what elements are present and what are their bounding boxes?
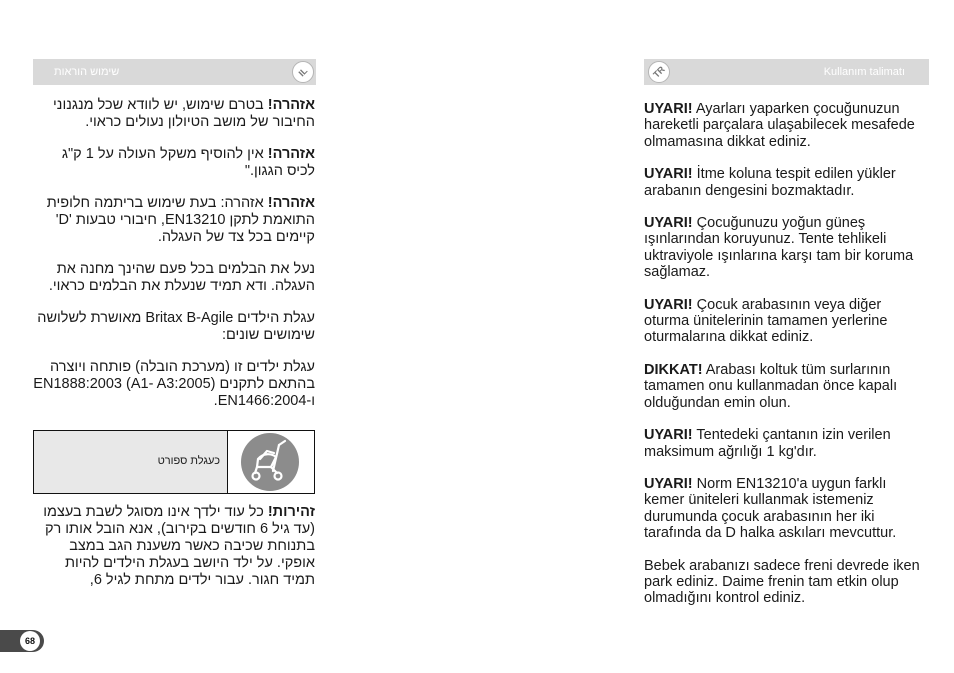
right-paragraph-3 bbox=[644, 215, 929, 281]
paragraph-text: כל עוד ילדך אינו מסוגל לשבת בעצמו (עד גיל 6 חודשים בקירוב), אנא הובל אותו רק בתנוחת שכיבה כאשר משענת הגב במצב אופקי. על ילד היושב בעגלת הילדים להיות תמיד חגור. עבור ילדים מתחת לגיל 6, bbox=[43, 504, 315, 588]
paragraph-text: נעל את הבלמים בכל פעם שהינך מחנה את העגלה. ודא תמיד שנעלת את הבלמים כראוי. bbox=[48, 261, 315, 294]
stroller-icon bbox=[241, 433, 299, 491]
paragraph-text: Ayarları yaparken çocuğunuzun hareketli parçalara ulaşabilecek mesafede olmamasına dikkat ediniz. bbox=[644, 101, 915, 150]
right-paragraph-6 bbox=[644, 427, 929, 460]
warning-label: UYARI! bbox=[644, 101, 693, 117]
right-paragraph-5 bbox=[644, 362, 929, 411]
left-paragraph-6 bbox=[33, 359, 315, 410]
warning-label: UYARI! bbox=[644, 166, 693, 183]
warning-label: אזהרה! bbox=[267, 195, 315, 211]
right-paragraph-1 bbox=[644, 101, 929, 150]
paragraph-text: אזהרה: בעת שימוש בריתמה חלופית התואמת לתקן EN13210, חיבורי טבעות 'D' קיימים בכל צד של העגלה. bbox=[46, 195, 315, 245]
paragraph-text: Arabası koltuk tüm surlarının tamamen onu kullanmadan önce kapalı olduğundan emin olun. bbox=[644, 361, 898, 411]
warning-label: אזהרה! bbox=[267, 97, 315, 113]
right-page-header bbox=[644, 59, 929, 85]
paragraph-text: Bebek arabanızı sadece freni devrede iken park ediniz. Daime frenin tam etkin olup olmadığını kontrol ediniz. bbox=[644, 557, 920, 607]
left-paragraph-2 bbox=[33, 146, 315, 180]
left-final-warning bbox=[33, 504, 315, 589]
warning-label: UYARI! bbox=[644, 215, 693, 232]
right-paragraph-4 bbox=[644, 297, 929, 346]
right-paragraph-2 bbox=[644, 166, 929, 199]
right-paragraph-7 bbox=[644, 476, 929, 542]
paragraph-text: Çocuk arabasının veya diğer oturma ünitelerinin tamamen yerlerine oturmalarına dikkat ediniz. bbox=[644, 296, 888, 346]
paragraph-text: עגלת ילדים זו (מערכת הובלה) פותחה ויוצרה בהתאם לתקנים EN1888:2003 (A1- A3:2005) ו-EN1466:2004. bbox=[33, 359, 315, 409]
left-paragraph-4 bbox=[33, 261, 315, 295]
warning-label: DIKKAT! bbox=[644, 361, 703, 378]
left-header-label: שימוש הוראות bbox=[54, 66, 120, 78]
usage-mode-box bbox=[33, 430, 315, 494]
right-header-label: Kullanım talimatı bbox=[823, 66, 905, 78]
warning-label: אזהרה! bbox=[267, 146, 315, 162]
language-badge-tr: TR bbox=[643, 56, 674, 87]
left-page-text-column bbox=[33, 97, 315, 425]
paragraph-text: Norm EN13210'a uygun farklı kemer üniteleri kullanmak istemeniz durumunda çocuk arabasının her iki tarafında da D halka askıları mevcuttur. bbox=[644, 475, 897, 542]
usage-mode-label: כעגלת ספורט bbox=[157, 455, 220, 467]
language-badge-il: IL bbox=[287, 56, 318, 87]
warning-label: UYARI! bbox=[644, 475, 693, 492]
paragraph-text: עגלת הילדים Britax B-Agile מאושרת לשלושה שימושים שונים: bbox=[37, 310, 315, 343]
page-number: 68 bbox=[20, 631, 40, 651]
left-paragraph-5 bbox=[33, 310, 315, 344]
paragraph-text: Çocuğunuzu yoğun güneş ışınlarından koruyunuz. Tente tehlikeli uktraviyole ışınlarına karşı tam bir koruma sağlamaz. bbox=[644, 215, 914, 281]
warning-label: UYARI! bbox=[644, 427, 693, 444]
paragraph-text: בטרם שימוש, יש לוודא שכל מנגנוני החיבור של מושב הטיולון נעולים כראוי. bbox=[53, 97, 315, 130]
paragraph-text: Tentedeki çantanın izin verilen maksimum ağrılığı 1 kg'dır. bbox=[644, 427, 891, 460]
left-paragraph-3 bbox=[33, 195, 315, 246]
right-page-text-column bbox=[644, 101, 929, 623]
warning-label: UYARI! bbox=[644, 296, 693, 313]
usage-mode-icon-cell bbox=[227, 431, 314, 493]
right-paragraph-8 bbox=[644, 558, 929, 607]
paragraph-text: אין להוסיף משקל העולה על 1 ק"ג לכיס הגגון." bbox=[61, 146, 315, 179]
paragraph-text: İtme koluna tespit edilen yükler arabanın dengesini bozmaktadır. bbox=[644, 166, 896, 199]
page-number-tab bbox=[0, 630, 44, 652]
left-paragraph-1 bbox=[33, 97, 315, 131]
left-page-header bbox=[33, 59, 316, 85]
caution-label: זהירות! bbox=[267, 504, 315, 520]
